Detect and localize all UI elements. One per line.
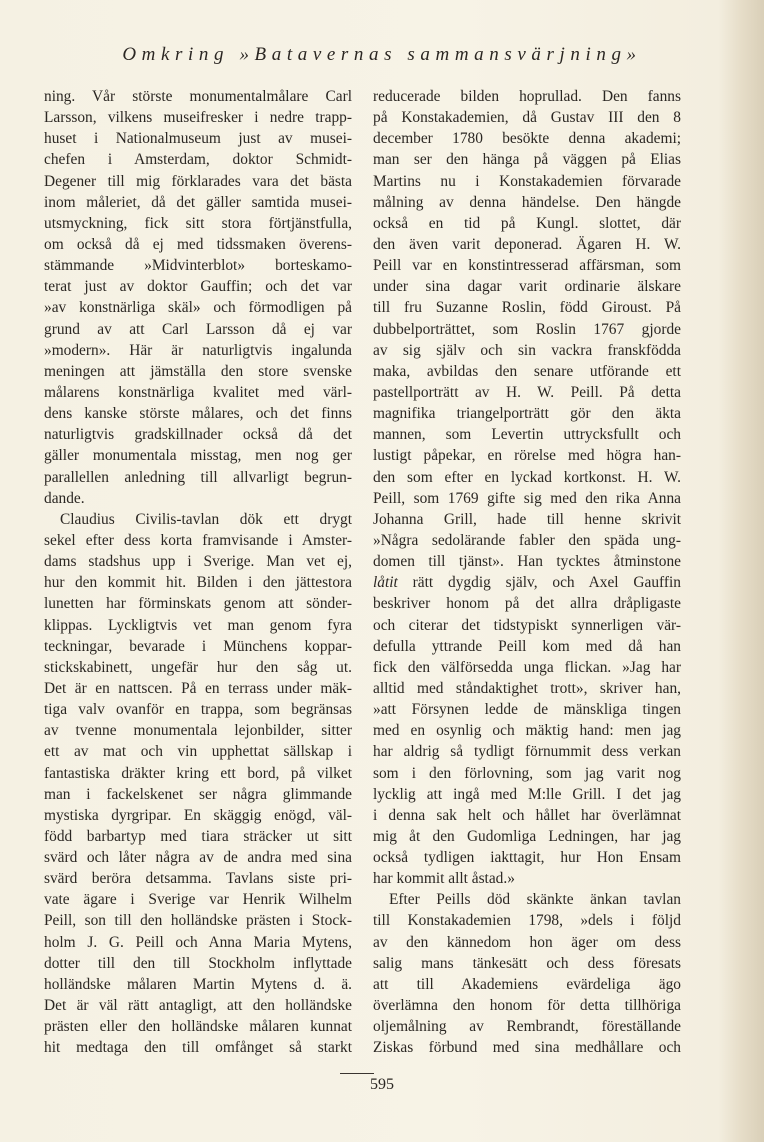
text-line xyxy=(373,192,681,213)
text-line xyxy=(44,424,352,445)
text-line xyxy=(44,213,352,234)
text-line xyxy=(373,1037,681,1058)
line-text: Det är en nattscen. På en terrass under mäk- xyxy=(44,679,352,697)
line-text: den även varit deponerad. Ägaren H. W. xyxy=(373,235,681,253)
line-text: dams stadshus upp i Sverige. Man vet ej, xyxy=(44,553,352,571)
text-line xyxy=(373,910,681,931)
line-text: målarens konstnärliga kvalitet med värl- xyxy=(44,383,352,401)
text-line xyxy=(373,784,681,805)
text-line xyxy=(44,995,352,1016)
line-text: klippas. Lyckligtvis vet man genom fyra xyxy=(44,616,352,634)
text-line xyxy=(373,467,681,488)
line-text: har aldrig så tydligt förnummit dess verkan xyxy=(373,743,681,761)
line-text: Efter Peills död skänkte änkan tavlan xyxy=(389,891,681,909)
text-line xyxy=(373,572,681,593)
line-text: Ziskas förbund med sina medhållare och xyxy=(373,1039,681,1057)
text-line xyxy=(373,445,681,466)
text-line xyxy=(373,488,681,509)
line-text: ett av mat och vin upphettat sällskap i xyxy=(44,743,352,761)
text-line xyxy=(44,382,352,403)
text-line xyxy=(44,784,352,805)
text-line xyxy=(44,107,352,128)
text-line xyxy=(44,276,352,297)
text-line xyxy=(44,657,352,678)
line-text: beskriver honom på det allra dråpligaste xyxy=(373,595,681,613)
text-line xyxy=(44,192,352,213)
text-line xyxy=(44,826,352,847)
text-line xyxy=(373,382,681,403)
line-text: till Konstakademien 1798, »dels i följd xyxy=(373,912,681,930)
text-line xyxy=(373,932,681,953)
line-text: december 1780 besökte denna akademi; xyxy=(373,130,681,148)
text-line xyxy=(44,910,352,931)
text-line xyxy=(44,805,352,826)
line-text: dens kanske störste målares, och det finns xyxy=(44,405,352,423)
text-line xyxy=(44,1016,352,1037)
text-line xyxy=(44,868,352,889)
line-text: domen till tjänst». Han tycktes åtminstone xyxy=(373,553,681,571)
line-text: tiga valv ovanför en trappa, som begränsas xyxy=(44,701,352,719)
line-text: rätt dygdig själv, och Axel Gauffin xyxy=(397,574,681,592)
line-text: till fru Suzanne Roslin, född Giroust. På xyxy=(373,299,681,317)
text-line xyxy=(44,509,352,530)
text-line xyxy=(373,551,681,572)
line-text: naturligtvis gradskillnader också då det xyxy=(44,426,352,444)
text-line xyxy=(373,657,681,678)
text-line xyxy=(44,847,352,868)
text-line xyxy=(373,699,681,720)
text-line xyxy=(44,488,352,509)
line-text: inom måleriet, då det gäller samtida musei- xyxy=(44,193,352,211)
line-text: »Några sedolärande fabler den späda ung- xyxy=(373,531,681,549)
line-text: hur den kommit hit. Bilden i den jättestora xyxy=(44,574,352,592)
text-line xyxy=(373,171,681,192)
text-line xyxy=(373,424,681,445)
line-text: dande. xyxy=(44,489,85,507)
text-line xyxy=(44,171,352,192)
text-line xyxy=(44,467,352,488)
line-text: Claudius Civilis-tavlan dök ett drygt xyxy=(60,510,352,528)
line-text: mannen, som Levertin uttrycksfullt och xyxy=(373,426,681,444)
text-line xyxy=(44,593,352,614)
italic-word: låtit xyxy=(373,574,398,592)
line-text: huset i Nationalmuseum just av musei- xyxy=(44,130,352,148)
line-text: pastellporträtt av H. W. Peill. På detta xyxy=(373,383,681,401)
line-text: chefen i Amsterdam, doktor Schmidt- xyxy=(44,151,352,169)
line-text: »modern». Här är naturligtvis ingalunda xyxy=(44,341,352,359)
text-line xyxy=(44,445,352,466)
line-text: den som efter en lyckad kortkonst. H. W. xyxy=(373,468,681,486)
text-line xyxy=(373,741,681,762)
line-text: mystiska dyrgripar. En skäggig enögd, väl- xyxy=(44,806,352,824)
text-line xyxy=(44,932,352,953)
text-line xyxy=(44,234,352,255)
text-line xyxy=(373,974,681,995)
text-line xyxy=(44,699,352,720)
text-line xyxy=(44,636,352,657)
line-text: man i fackelskenet ser några glimmande xyxy=(44,785,352,803)
line-text: utsmyckning, fick sitt stora förtjänstfulla, xyxy=(44,214,352,232)
text-line xyxy=(373,889,681,910)
line-text: svärd och låter några av de andra med sina xyxy=(44,849,352,867)
line-text: som i den förlovning, som jag varit nog xyxy=(373,764,681,782)
line-text: Peill var en konstintresserad affärsman, som xyxy=(373,257,681,275)
text-line xyxy=(373,1016,681,1037)
text-line xyxy=(373,509,681,530)
line-text: oljemålning av Rembrandt, föreställande xyxy=(373,1018,681,1036)
line-text: svärd beröra detsamma. Tavlans siste pri- xyxy=(44,870,352,888)
line-text: Degener till mig förklarades vara det bästa xyxy=(44,172,352,190)
line-text: Peill, som 1769 gifte sig med den rika Anna xyxy=(373,489,681,507)
text-line xyxy=(373,361,681,382)
line-text: man ser den hänga på väggen på Elias xyxy=(373,151,681,169)
text-line xyxy=(44,615,352,636)
text-line xyxy=(373,530,681,551)
line-text: född barbartyp med tiara sträcker ut sitt xyxy=(44,827,352,845)
running-header: Omkring »Batavernas sammansvärjning» xyxy=(122,44,642,65)
line-text: fick den välförsedda unga flickan. »Jag har xyxy=(373,658,681,676)
text-line xyxy=(373,403,681,424)
line-text: defulla yttrande Peill kom med då han xyxy=(373,637,681,655)
line-text: under sina dagar varit ordinarie älskare xyxy=(373,278,681,296)
line-text: mig åt den Gudomliga Ledningen, har jag xyxy=(373,827,681,845)
line-text: av den kännedom hon äger om dess xyxy=(373,933,681,951)
text-line xyxy=(44,86,352,107)
text-line xyxy=(44,551,352,572)
text-column-right xyxy=(373,86,681,1058)
text-line xyxy=(373,128,681,149)
line-text: dubbelporträttet, som Roslin 1767 gjorde xyxy=(373,320,681,338)
text-line xyxy=(373,593,681,614)
line-text: meningen att jämställa den store svenske xyxy=(44,362,352,380)
line-text: »av konstnärliga skäl» och förmodligen på xyxy=(44,299,352,317)
line-text: också en tid på Kungl. slottet, där xyxy=(373,214,681,232)
text-line xyxy=(373,255,681,276)
line-text: alltid med ståndaktighet trott», skriver han, xyxy=(373,679,681,697)
text-line xyxy=(373,763,681,784)
text-line xyxy=(373,615,681,636)
line-text: stickskabinett, ungefär hur den såg ut. xyxy=(44,658,352,676)
line-text: magnifika triangelporträtt gör den äkta xyxy=(373,405,681,423)
line-text: Johanna Grill, hade till henne skrivit xyxy=(373,510,681,528)
text-line xyxy=(373,213,681,234)
line-text: också tydligen iakttagit, hur Hon Ensam xyxy=(373,849,681,867)
page-number: 595 xyxy=(370,1076,394,1093)
line-text: maka, avbildas den senare utförande ett xyxy=(373,362,681,380)
text-line xyxy=(44,403,352,424)
line-text: överlämna den honom för detta tillhöriga xyxy=(373,997,681,1015)
line-text: på Konstakademien, då Gustav III den 8 xyxy=(373,109,681,127)
line-text: lycklig att ingå med M:lle Grill. I det jag xyxy=(373,785,681,803)
line-text: teckningar, bevarade i Münchens koppar- xyxy=(44,637,352,655)
line-text: om också då ej med tidssmaken överens- xyxy=(44,235,352,253)
text-line xyxy=(44,974,352,995)
text-line xyxy=(44,319,352,340)
text-line xyxy=(44,128,352,149)
text-line xyxy=(373,86,681,107)
text-line xyxy=(373,805,681,826)
line-text: målning av denna händelse. Den hängde xyxy=(373,193,681,211)
text-line xyxy=(373,847,681,868)
text-line xyxy=(373,276,681,297)
text-line xyxy=(373,107,681,128)
page-number-rule xyxy=(340,1073,374,1074)
line-text: sekel efter dess korta framvisande i Amster- xyxy=(44,531,352,549)
text-line xyxy=(373,826,681,847)
line-text: Martins nu i Konstakademien förvarade xyxy=(373,172,681,190)
text-line xyxy=(373,149,681,170)
line-text: dotter till den till Stockholm inflyttade xyxy=(44,954,352,972)
line-text: Det är väl rätt antagligt, att den holländske xyxy=(44,997,352,1015)
text-line xyxy=(44,741,352,762)
text-line xyxy=(44,297,352,318)
text-line xyxy=(44,720,352,741)
text-column-left xyxy=(44,86,352,1058)
line-text: att till Akademiens evärdeliga ägo xyxy=(373,975,681,993)
text-line xyxy=(373,319,681,340)
line-text: lunetten har förminskats genom att sönder- xyxy=(44,595,352,613)
line-text: med en osynlig och mäktig hand: men jag xyxy=(373,722,681,740)
line-text: av tvenne monumentala lejonbilder, sitter xyxy=(44,722,352,740)
text-line xyxy=(44,953,352,974)
line-text: Peill, son till den holländske prästen i Stock- xyxy=(44,912,352,930)
line-text: prästen eller den holländske målaren kunnat xyxy=(44,1018,352,1036)
line-text: av sig själv och sin vackra franskfödda xyxy=(373,341,681,359)
line-text: gäller monumentala misstag, men nog ger xyxy=(44,447,352,465)
text-line xyxy=(373,234,681,255)
line-text: »att Försynen ledde de mänskliga tingen xyxy=(373,701,681,719)
line-text: parallellen anledning till allvarligt begrun- xyxy=(44,468,352,486)
line-text: Larsson, vilkens museifresker i nedre trapp- xyxy=(44,109,352,127)
line-text: stämmande »Midvinterblot» borteskamo- xyxy=(44,257,352,275)
text-line xyxy=(44,149,352,170)
text-line xyxy=(373,953,681,974)
line-text: vate ägare i Sverige var Henrik Wilhelm xyxy=(44,891,352,909)
text-line xyxy=(373,720,681,741)
line-text: terat just av doktor Gauffin; och det var xyxy=(44,278,352,296)
line-text: ning. Vår störste monumentalmålare Carl xyxy=(44,88,352,105)
text-line xyxy=(44,340,352,361)
line-text: holm J. G. Peill och Anna Maria Mytens, xyxy=(44,933,352,951)
text-line xyxy=(44,530,352,551)
line-text: reducerade bilden hoprullad. Den fanns xyxy=(373,88,681,105)
text-line xyxy=(373,995,681,1016)
text-line xyxy=(373,678,681,699)
text-line xyxy=(44,763,352,784)
text-line xyxy=(373,340,681,361)
text-line xyxy=(44,889,352,910)
line-text: holländske målaren Martin Mytens d. ä. xyxy=(44,975,352,993)
text-line xyxy=(373,868,681,889)
line-text: lustigt påpekar, en rörelse med högra han- xyxy=(373,447,681,465)
text-line xyxy=(44,572,352,593)
line-text: och citerar det tidstypiskt synnerligen vär- xyxy=(373,616,681,634)
text-line xyxy=(44,1037,352,1058)
text-line xyxy=(44,255,352,276)
line-text: hit medtaga den till omfånget så starkt xyxy=(44,1039,352,1057)
text-line xyxy=(373,636,681,657)
text-line xyxy=(44,678,352,699)
line-text: har kommit allt åstad.» xyxy=(373,870,515,888)
line-text: grund av att Carl Larsson då ej var xyxy=(44,320,352,338)
line-text: fantastiska dräkter kring ett bord, på vilket xyxy=(44,764,352,782)
line-text: salig mans tänkesätt och dess föresats xyxy=(373,954,681,972)
text-line xyxy=(373,297,681,318)
text-line xyxy=(44,361,352,382)
line-text: i denna sak helt och hållet har överlämnat xyxy=(373,806,681,824)
